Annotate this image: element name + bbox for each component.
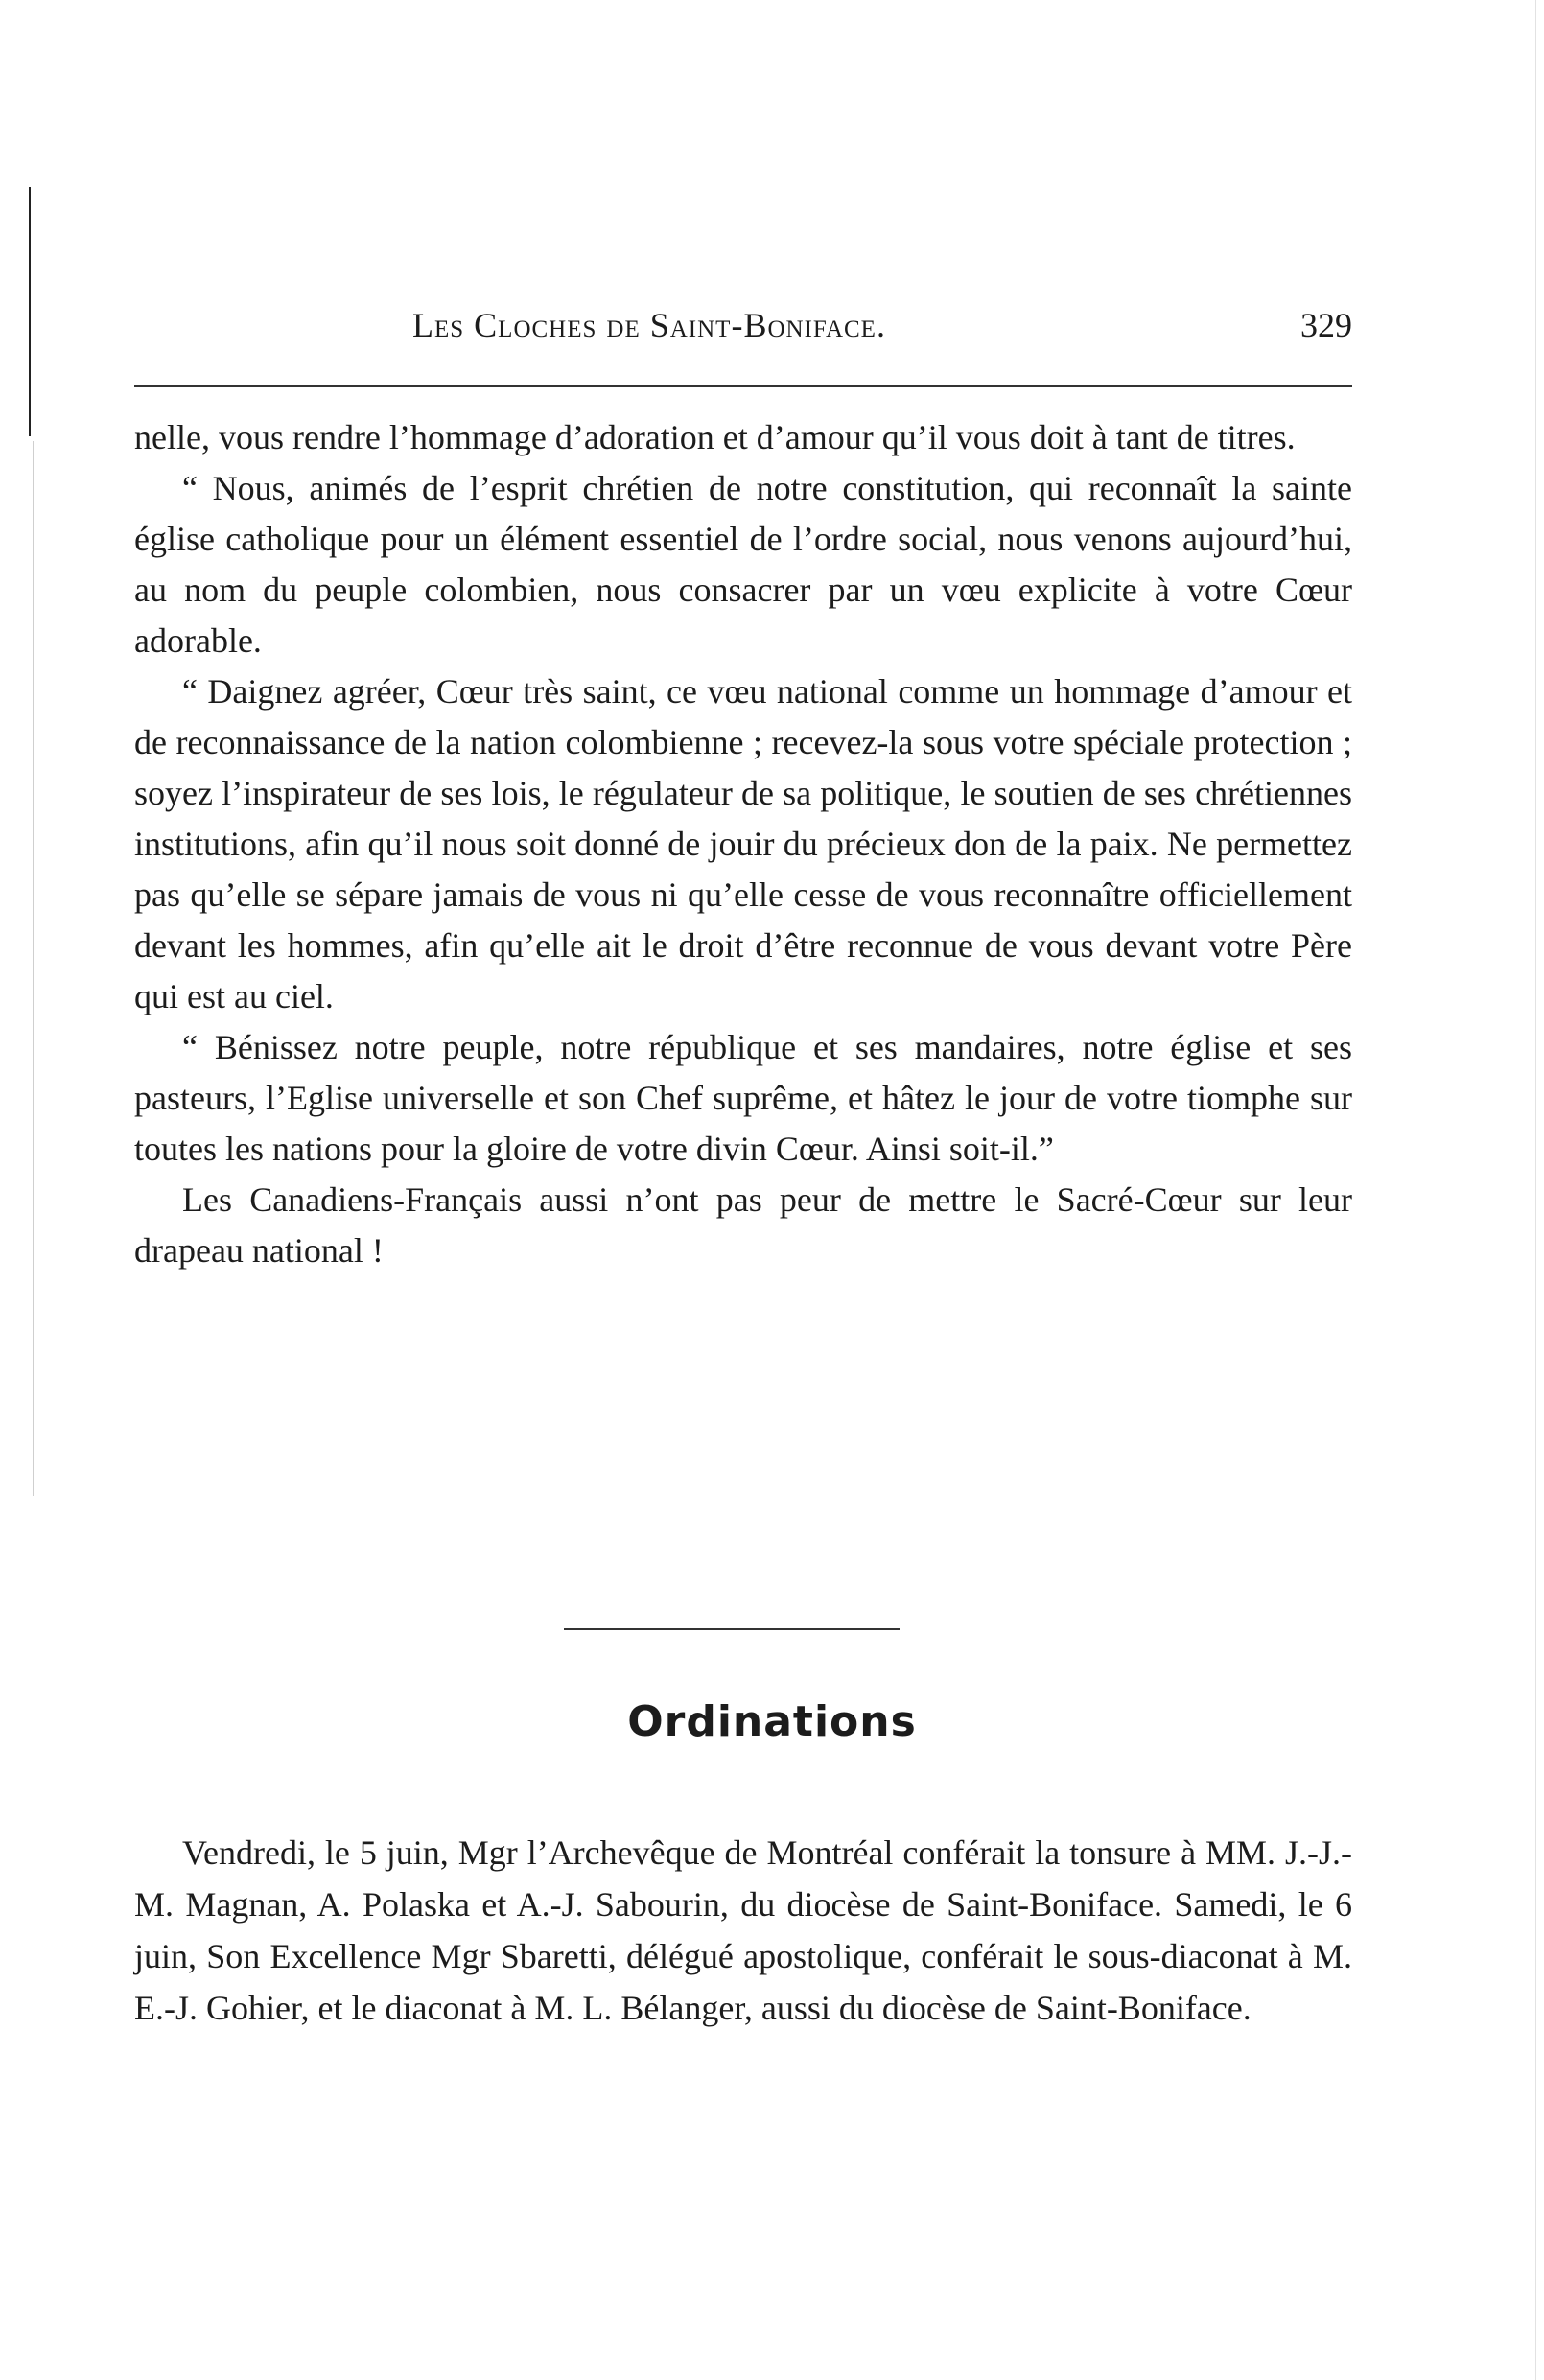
section-divider xyxy=(564,1628,900,1630)
section-text xyxy=(134,1827,1352,2034)
scan-edge-mark xyxy=(29,187,31,436)
paragraph: “ Nous, animés de l’esprit chrétien de notre constitution, qui reconnaît la sainte église catholique pour un élément essentiel de l’ordre social, nous venons aujourd’hui, au nom du peuple colombien, nous consacrer par un vœu explicite à votre Cœur adorable. xyxy=(134,469,1352,660)
scan-edge-mark xyxy=(1535,0,1536,2380)
header-rule xyxy=(134,385,1352,387)
running-title: Les Cloches de Saint-Boniface. xyxy=(412,306,886,344)
scan-edge-mark xyxy=(33,441,34,1496)
paragraph: “ Daignez agréer, Cœur très saint, ce vœu national comme un hommage d’amour et de reconnaissance de la nation colombienne ; recevez-la sous votre spéciale protection ; soyez l’inspirateur de ses lois, le régulateur de sa politique, le soutien de ses chrétiennes institutions, afin qu’il nous soit donné de jouir du précieux don de la paix. Ne permettez pas qu’elle se sépare jamais de vous ni qu’elle cesse de vous reconnaître officiellement devant les hommes, afin qu’elle ait le droit d’être reconnue de vous devant votre Père qui est au ciel. xyxy=(134,672,1352,1015)
body-text xyxy=(134,412,1352,1276)
paragraph: “ Bénissez notre peuple, notre république et ses mandaires, notre église et ses pasteurs, l’Eglise universelle et son Chef suprême, et hâtez le jour de votre tiomphe sur toutes les nations pour la gloire de votre divin Cœur. Ainsi soit-il.” xyxy=(134,1028,1352,1168)
page-header xyxy=(134,305,1352,353)
page-number: 329 xyxy=(1300,306,1352,344)
section-heading: Ordinations xyxy=(627,1697,917,1746)
paragraph: Vendredi, le 5 juin, Mgr l’Archevêque de Montréal conférait la tonsure à MM. J.-J.-M. Magnan, A. Polaska et A.-J. Sabourin, du diocèse de Saint-Boniface. Samedi, le 6 juin, Son Excellence Mgr Sbaretti, délégué apostolique, conférait le sous-diaconat à M. E.-J. Gohier, et le diaconat à M. L. Bélanger, aussi du diocèse de Saint-Boniface. xyxy=(134,1833,1352,2027)
paragraph: nelle, vous rendre l’hommage d’adoration et d’amour qu’il vous doit à tant de titres. xyxy=(134,418,1296,456)
paragraph: Les Canadiens-Français aussi n’ont pas peur de mettre le Sacré-Cœur sur leur drapeau national ! xyxy=(134,1180,1352,1270)
